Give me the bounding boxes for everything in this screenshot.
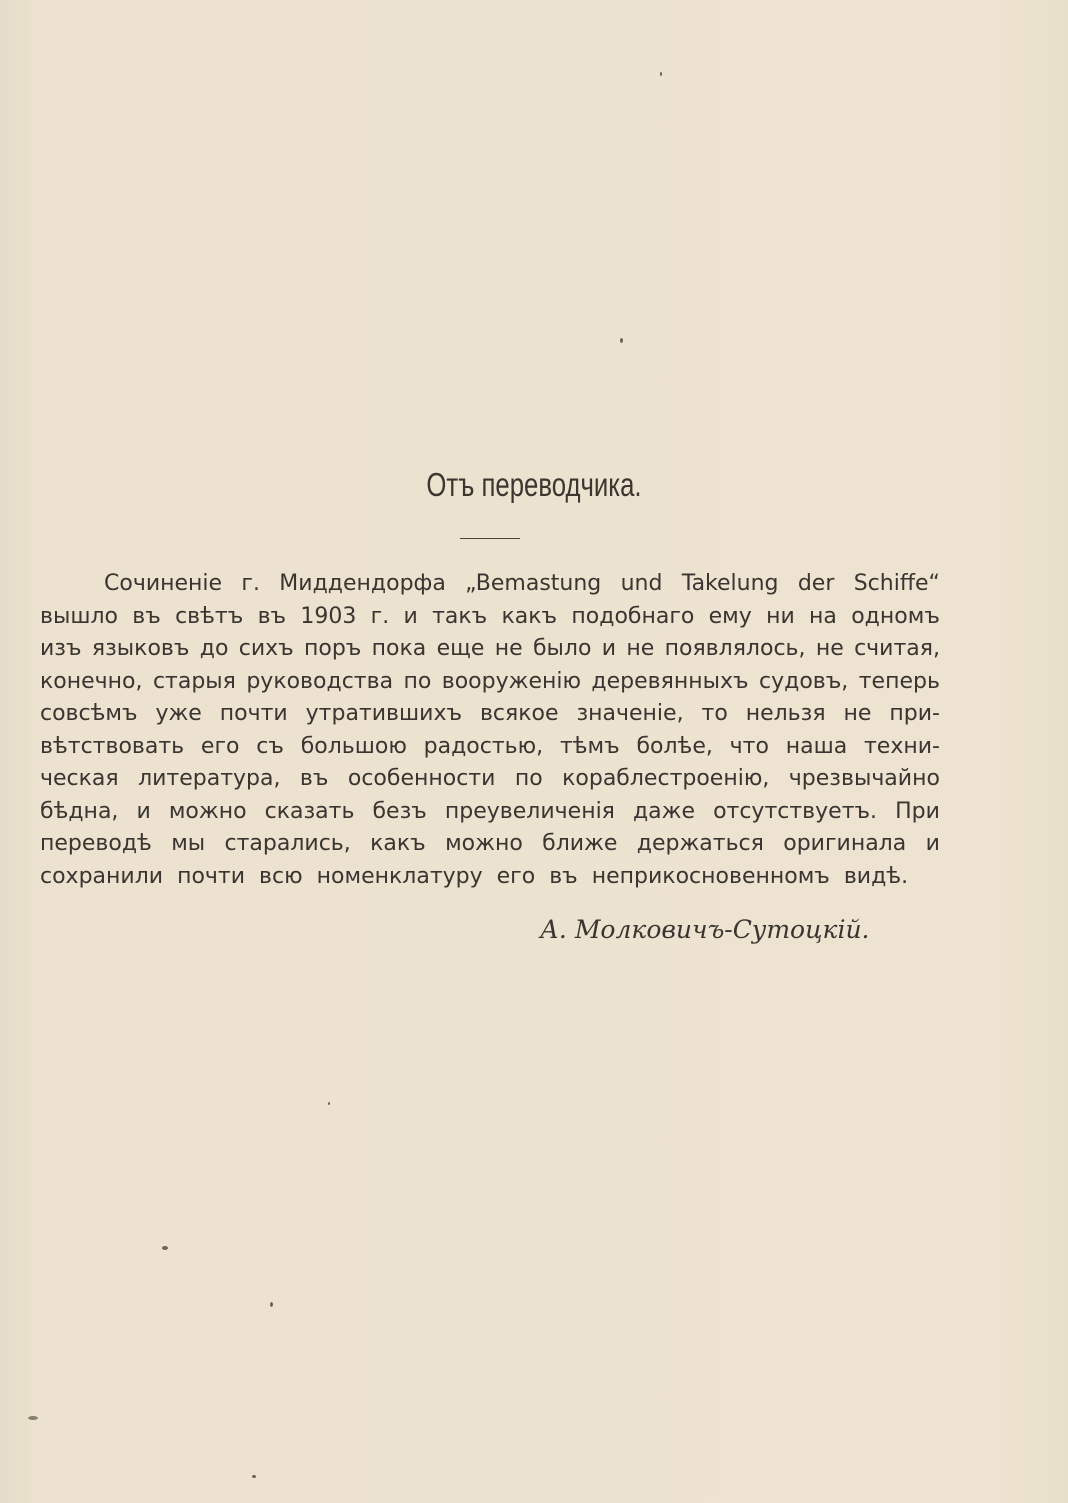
word: „Bemastung — [465, 571, 602, 596]
word: Schiffe“ — [853, 571, 940, 596]
text-line — [40, 861, 940, 894]
word: руководства — [246, 668, 394, 694]
word: въ — [257, 603, 287, 629]
word: значеніе, — [576, 701, 684, 726]
text-line — [40, 568, 940, 601]
word: всю — [259, 863, 303, 889]
word: сохранили — [40, 863, 164, 889]
word: Миддендорфа — [279, 571, 446, 596]
word: радостью, — [423, 733, 544, 759]
word: номенклатуру — [316, 863, 483, 889]
word: свѣтъ — [175, 603, 244, 629]
word: чрезвычайно — [788, 766, 940, 791]
word: сихъ — [238, 636, 294, 661]
word: подобнаго — [571, 603, 695, 629]
word: считая, — [854, 636, 940, 661]
word: въ — [132, 603, 161, 629]
paper-speck — [620, 338, 623, 343]
word: 1903 — [300, 603, 357, 629]
text-line — [40, 796, 940, 829]
word: мы — [171, 831, 206, 856]
text-line — [40, 698, 940, 731]
word: болѣе, — [636, 733, 713, 759]
word: языковъ — [91, 636, 190, 661]
word: его — [496, 863, 536, 889]
word: даже — [632, 798, 696, 824]
word: было — [532, 636, 592, 661]
word: не — [626, 636, 655, 661]
text-line — [40, 666, 940, 699]
paper-speck — [252, 1475, 256, 1478]
word: видѣ. — [843, 863, 909, 889]
word: не — [494, 636, 523, 661]
word: по — [403, 668, 432, 694]
word: то — [701, 701, 728, 726]
word: держаться — [636, 831, 764, 856]
word: почти — [177, 863, 246, 889]
word: не — [815, 636, 844, 661]
word: до — [199, 636, 229, 661]
word: нельзя — [745, 701, 826, 726]
word: большою — [300, 733, 407, 759]
paper-speck — [328, 1102, 330, 1105]
text-line — [40, 633, 940, 666]
word: вѣтствовать — [40, 733, 185, 759]
paper-speck — [28, 1416, 38, 1420]
word: вышло — [40, 603, 118, 629]
word: какъ — [370, 831, 426, 856]
word: въ — [299, 766, 329, 791]
word: и — [601, 636, 617, 661]
word: особенности — [347, 766, 496, 791]
paper-speck — [162, 1246, 168, 1250]
word: ему — [708, 603, 752, 629]
translator-signature: А. Молковичъ-Сутоцкій. — [540, 915, 870, 944]
word: на — [809, 603, 837, 629]
word: г. — [241, 571, 260, 596]
word: всякое — [479, 701, 559, 726]
word: отсутствуетъ. — [713, 798, 878, 824]
word: пока — [371, 636, 427, 661]
word: Сочиненіе — [104, 571, 223, 596]
word: и — [925, 831, 940, 856]
word: переводѣ — [40, 831, 152, 856]
word: совсѣмъ — [40, 701, 138, 726]
word: одномъ — [851, 603, 940, 629]
word: ческая — [40, 766, 119, 791]
word: старались, — [224, 831, 351, 856]
preface-paragraph — [40, 568, 940, 893]
text-line — [40, 763, 940, 796]
word: поръ — [304, 636, 362, 661]
word: вооруженію — [441, 668, 581, 694]
word: судовъ, — [759, 668, 849, 694]
word: сказать — [264, 798, 355, 824]
word: неприкосновенномъ — [591, 863, 830, 889]
word: еще — [436, 636, 485, 661]
word: оригинала — [783, 831, 907, 856]
word: что — [729, 733, 769, 759]
word: въ — [549, 863, 578, 889]
word: по — [514, 766, 543, 791]
paper-speck — [660, 72, 662, 76]
word: съ — [256, 733, 284, 759]
word: ни — [766, 603, 795, 629]
page-heading: Отъ переводчика. — [426, 466, 642, 503]
word: der — [797, 571, 835, 596]
word: und — [620, 571, 663, 596]
word: кораблестроенію, — [562, 766, 770, 791]
word: можно — [445, 831, 523, 856]
word: и — [403, 603, 418, 629]
word: безъ — [372, 798, 427, 824]
heading-divider — [460, 538, 520, 539]
word: деревянныхъ — [591, 668, 749, 694]
word: преувеличенія — [444, 798, 615, 824]
word: какъ — [501, 603, 558, 629]
word: тѣмъ — [559, 733, 620, 759]
word: старыя — [152, 668, 236, 694]
text-line — [40, 731, 940, 764]
word: теперь — [858, 668, 940, 694]
text-line — [40, 601, 940, 634]
word: такъ — [432, 603, 488, 629]
word: утратившихъ — [305, 701, 463, 726]
word: конечно, — [40, 668, 143, 694]
word: ближе — [542, 831, 618, 856]
word: изъ — [40, 636, 82, 661]
word: и — [136, 798, 151, 824]
word: бѣдна, — [40, 798, 119, 824]
word: можно — [168, 798, 247, 824]
word: почти — [219, 701, 288, 726]
text-line — [40, 828, 940, 861]
word: литература, — [138, 766, 281, 791]
word: наша — [785, 733, 848, 759]
word: не — [843, 701, 872, 726]
paper-speck — [270, 1302, 273, 1307]
word: при- — [889, 701, 940, 726]
word: его — [200, 733, 240, 759]
word: Takelung — [681, 571, 779, 596]
word: уже — [155, 701, 202, 726]
word: г. — [370, 603, 390, 629]
word: При — [895, 798, 940, 824]
word: техни- — [863, 733, 940, 759]
word: появлялось, — [664, 636, 806, 661]
